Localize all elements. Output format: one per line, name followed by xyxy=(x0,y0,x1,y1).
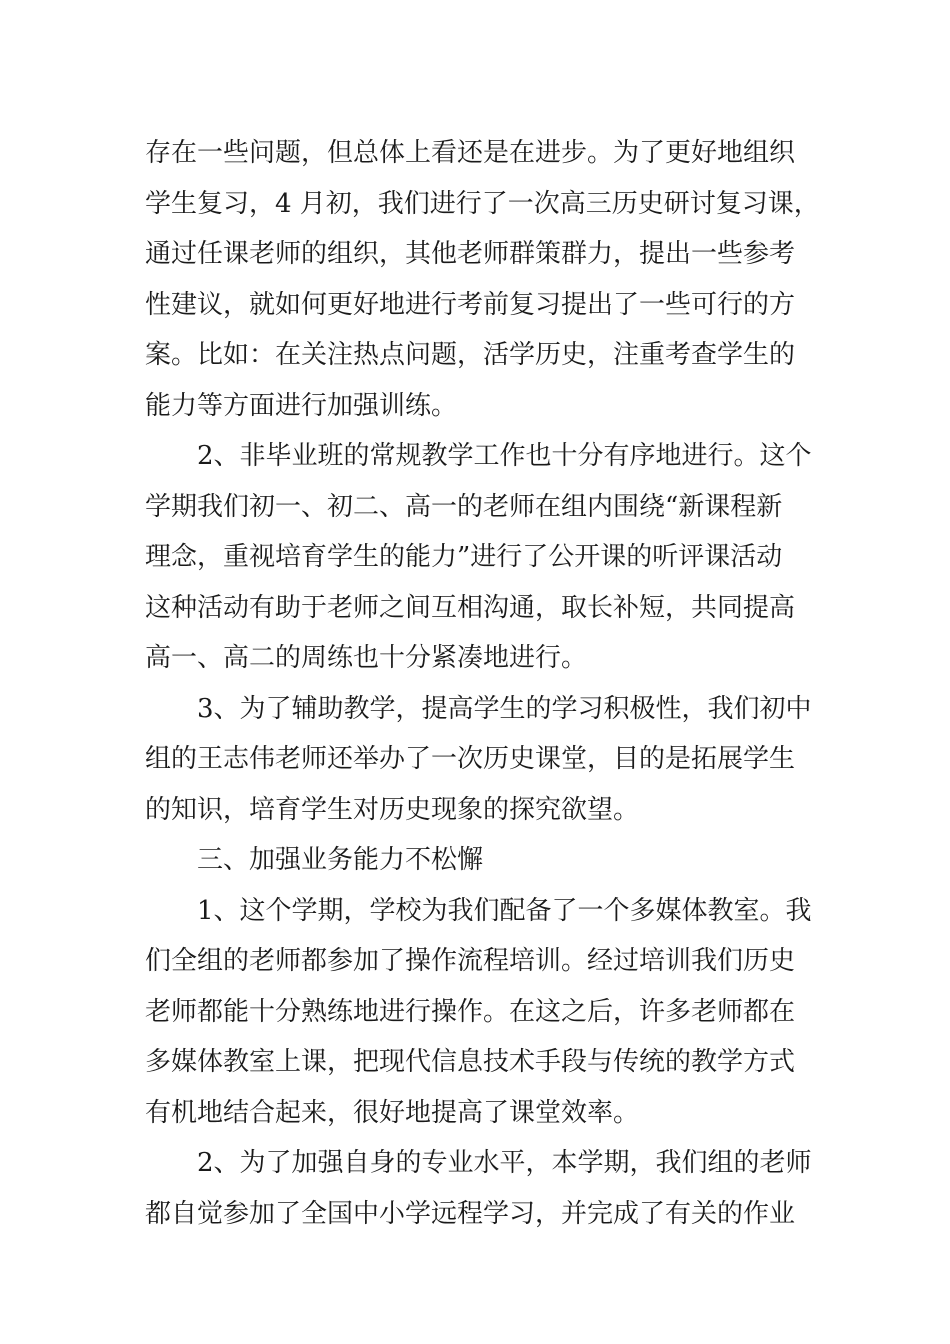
text-line: 2、非毕业班的常规教学工作也十分有序地进行。这个 xyxy=(197,441,812,471)
text-line: 1、这个学期，学校为我们配备了一个多媒体教室。我 xyxy=(197,895,812,926)
text-line: 多媒体教室上课，把现代信息技术手段与传统的教学方式 xyxy=(145,1047,796,1077)
text-line: 老师都能十分熟练地进行操作。在这之后，许多老师都在 xyxy=(145,996,796,1027)
text-line: 这种活动有助于老师之间互相沟通，取长补短，共同提高 xyxy=(145,592,796,623)
text-line: 们全组的老师都参加了操作流程培训。经过培训我们历史 xyxy=(145,946,796,976)
text-line: 组的王志伟老师还举办了一次历史课堂，目的是拓展学生 xyxy=(145,744,796,774)
text-line: 3、为了辅助教学，提高学生的学习积极性，我们初中 xyxy=(197,693,812,724)
text-line: 学生复习，4 月初，我们进行了一次高三历史研讨复习课， xyxy=(145,188,820,219)
text-line: 都自觉参加了全国中小学远程学习，并完成了有关的作业 xyxy=(145,1198,796,1229)
text-line: 性建议，就如何更好地进行考前复习提出了一些可行的方 xyxy=(145,289,796,320)
text-line: 有机地结合起来，很好地提高了课堂效率。 xyxy=(145,1097,640,1128)
text-line: 高一、高二的周练也十分紧凑地进行。 xyxy=(145,643,588,673)
text-line: 能力等方面进行加强训练。 xyxy=(145,390,458,421)
document-body xyxy=(145,128,820,1239)
text-line: 2、为了加强自身的专业水平，本学期，我们组的老师 xyxy=(197,1148,812,1178)
text-line: 的知识，培育学生对历史现象的探究欲望。 xyxy=(145,794,640,825)
text-line: 学期我们初一、初二、高一的老师在组内围绕“新课程新 xyxy=(145,491,783,522)
text-line: 三、加强业务能力不松懈 xyxy=(197,845,484,875)
text-line: 通过任课老师的组织，其他老师群策群力，提出一些参考 xyxy=(145,239,796,269)
text-line: 存在一些问题，但总体上看还是在进步。为了更好地组织 xyxy=(145,138,796,168)
text-line: 案。比如：在关注热点问题，活学历史，注重考查学生的 xyxy=(145,340,796,370)
text-line: 理念，重视培育学生的能力”进行了公开课的听评课活动 xyxy=(145,542,783,572)
